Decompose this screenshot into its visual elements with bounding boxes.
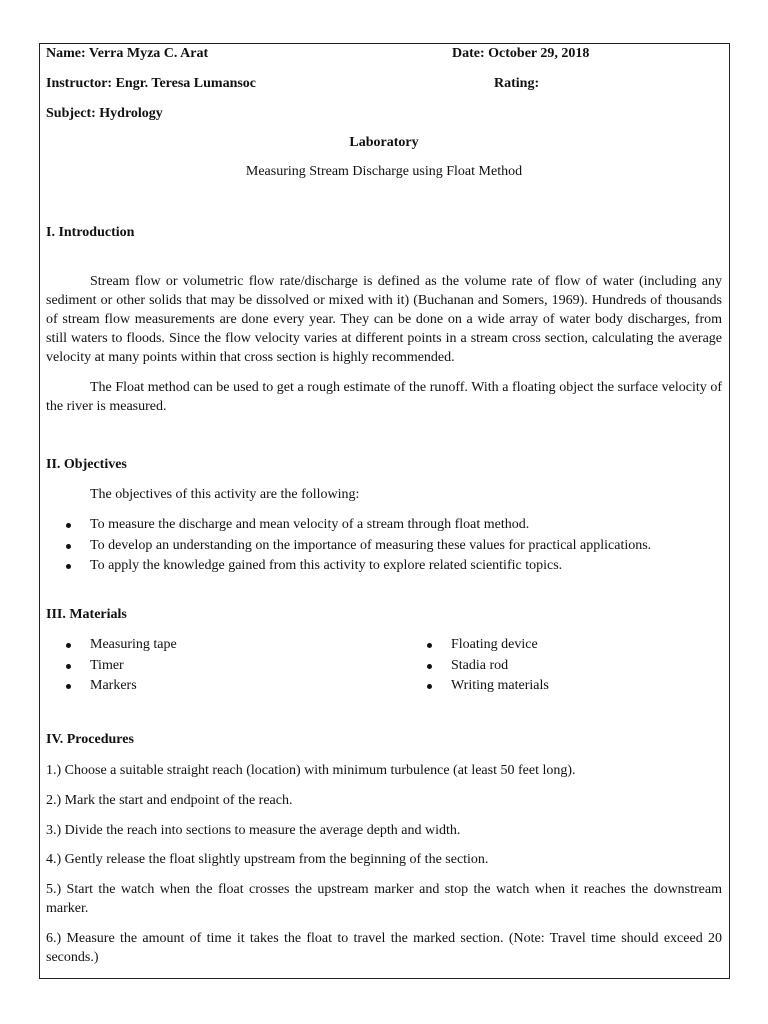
procedure-step: 6.) Measure the amount of time it takes the float to travel the marked section. (Note: Travel time should exceed 20 seconds.) bbox=[46, 931, 722, 965]
materials-list-right bbox=[426, 635, 549, 697]
date-field: Date: October 29, 2018 bbox=[452, 46, 590, 61]
introduction-heading: I. Introduction bbox=[46, 225, 135, 240]
list-item: Writing materials bbox=[426, 676, 549, 697]
subject-field: Subject: Hydrology bbox=[46, 106, 163, 121]
list-item: To apply the knowledge gained from this activity to explore related scientific topics. bbox=[65, 556, 651, 577]
list-item: Stadia rod bbox=[426, 656, 549, 677]
page-title: Laboratory bbox=[349, 135, 419, 150]
student-name: Name: Verra Myza C. Arat bbox=[46, 46, 209, 61]
page-subtitle: Measuring Stream Discharge using Float Method bbox=[245, 164, 523, 179]
objectives-list bbox=[65, 515, 651, 577]
list-item: Floating device bbox=[426, 635, 549, 656]
procedures-heading: IV. Procedures bbox=[46, 732, 134, 747]
list-item: Measuring tape bbox=[65, 635, 177, 656]
objectives-heading: II. Objectives bbox=[46, 457, 127, 472]
introduction-paragraph: Stream flow or volumetric flow rate/discharge is defined as the volume rate of flow of water (including any sediment or other solids that may be dissolved or mixed with it) (Buchanan and Somers, 1969). Hundreds of thousands of stream flow measurements are done every year. They can be done on a wide array of water body discharges, from still waters to floods. Since the flow velocity varies at different points in a stream cross section, calculating the average velocity at many points within that cross section is highly recommended. bbox=[46, 274, 722, 365]
list-item: Timer bbox=[65, 656, 177, 677]
rating-field: Rating: bbox=[494, 76, 540, 91]
procedure-step: 3.) Divide the reach into sections to measure the average depth and width. bbox=[46, 823, 461, 838]
materials-list-left bbox=[65, 635, 177, 697]
list-item: Markers bbox=[65, 676, 177, 697]
list-item: To measure the discharge and mean velocity of a stream through float method. bbox=[65, 515, 651, 536]
procedure-step: 1.) Choose a suitable straight reach (location) with minimum turbulence (at least 50 feet long). bbox=[46, 763, 576, 778]
materials-heading: III. Materials bbox=[46, 607, 127, 622]
list-item: To develop an understanding on the importance of measuring these values for practical applications. bbox=[65, 536, 651, 557]
procedure-step: 4.) Gently release the float slightly upstream from the beginning of the section. bbox=[46, 852, 489, 867]
introduction-paragraph: The Float method can be used to get a rough estimate of the runoff. With a floating object the surface velocity of the river is measured. bbox=[46, 380, 722, 414]
objectives-intro: The objectives of this activity are the following: bbox=[90, 487, 360, 502]
instructor-name: Instructor: Engr. Teresa Lumansoc bbox=[46, 76, 257, 91]
procedure-step: 5.) Start the watch when the float crosses the upstream marker and stop the watch when it reaches the downstream marker. bbox=[46, 882, 722, 916]
procedure-step: 2.) Mark the start and endpoint of the reach. bbox=[46, 793, 293, 808]
